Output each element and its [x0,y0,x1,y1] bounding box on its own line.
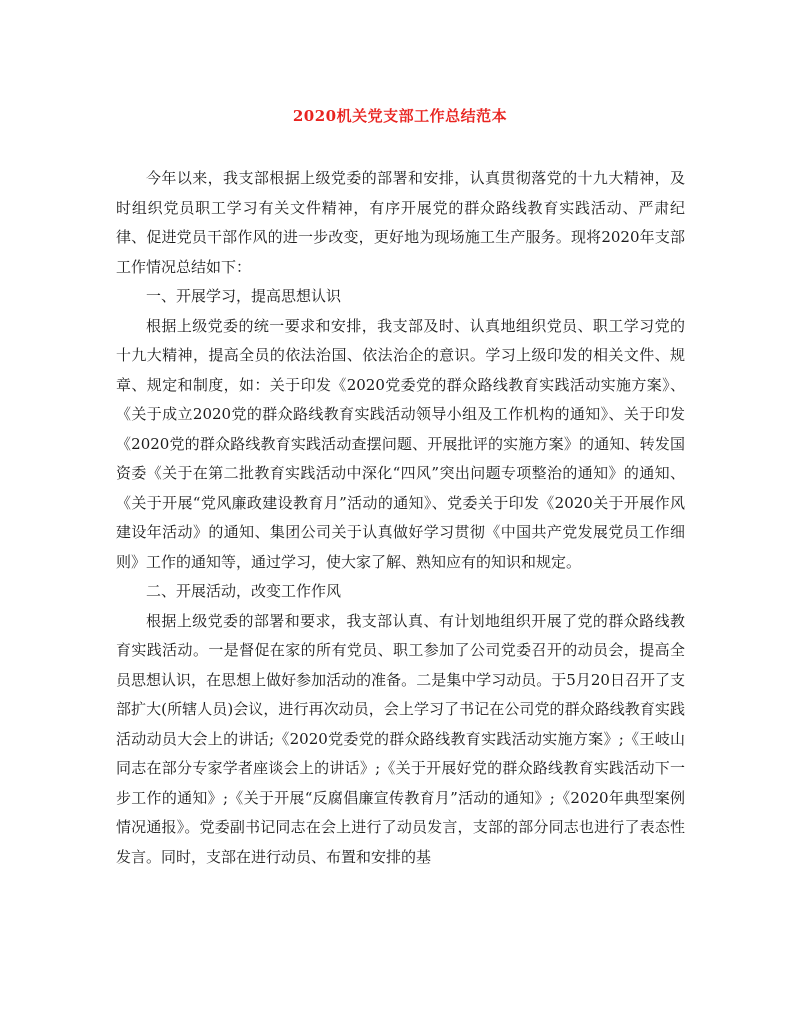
document-title: 2020机关党支部工作总结范本 [292,107,508,125]
paragraph-section-2: 根据上级党委的部署和要求，我支部认真、有计划地组织开展了党的群众路线教育实践活动。一是督促在家的所有党员、职工参加了公司党委召开的动员会，提高全员思想认识，在思想上做好参加活动的准备。二是集中学习动员。于5月20日召开了支部扩大(所辖人员)会议，进行再次动员，会上学习了书记在公司党的群众路线教育实践活动动员大会上的讲话;《2020党委党的群众路线教育实践活动实施方案》;《王岐山同志在部分专家学者座谈会上的讲话》;《关于开展好党的群众路线教育实践活动下一步工作的通知》;《关于开展“反腐倡廉宣传教育月”活动的通知》;《2020年典型案例情况通报》。党委副书记同志在会上进行了动员发言，支部的部分同志也进行了表态性发言。同时，支部在进行动员、布置和安排的基 [116,611,685,866]
section-heading-2: 二、开展活动，改变工作作风 [146,582,342,600]
document-body [116,164,685,872]
paragraph-intro: 今年以来，我支部根据上级党委的部署和安排，认真贯彻落党的十九大精神，及时组织党员职工学习有关文件精神，有序开展党的群众路线教育实践活动、严肃纪律、促进党员干部作风的进一步改变，更好地为现场施工生产服务。现将2020年支部工作情况总结如下： [116,169,685,276]
section-heading-1: 一、开展学习，提高思想认识 [146,287,342,305]
paragraph-section-1: 根据上级党委的统一要求和安排，我支部及时、认真地组织党员、职工学习党的十九大精神，提高全员的依法治国、依法治企的意识。学习上级印发的相关文件、规章、规定和制度，如：关于印发《2020党委党的群众路线教育实践活动实施方案》、《关于成立2020党的群众路线教育实践活动领导小组及工作机构的通知》、关于印发《2020党的群众路线教育实践活动查摆问题、开展批评的实施方案》的通知、转发国资委《关于在第二批教育实践活动中深化“四风”突出问题专项整治的通知》的通知、《关于开展“党风廉政建设教育月”活动的通知》、党委关于印发《2020关于开展作风建设年活动》的通知、集团公司关于认真做好学习贯彻《中国共产党发展党员工作细则》工作的通知等，通过学习，使大家了解、熟知应有的知识和规定。 [116,316,685,571]
